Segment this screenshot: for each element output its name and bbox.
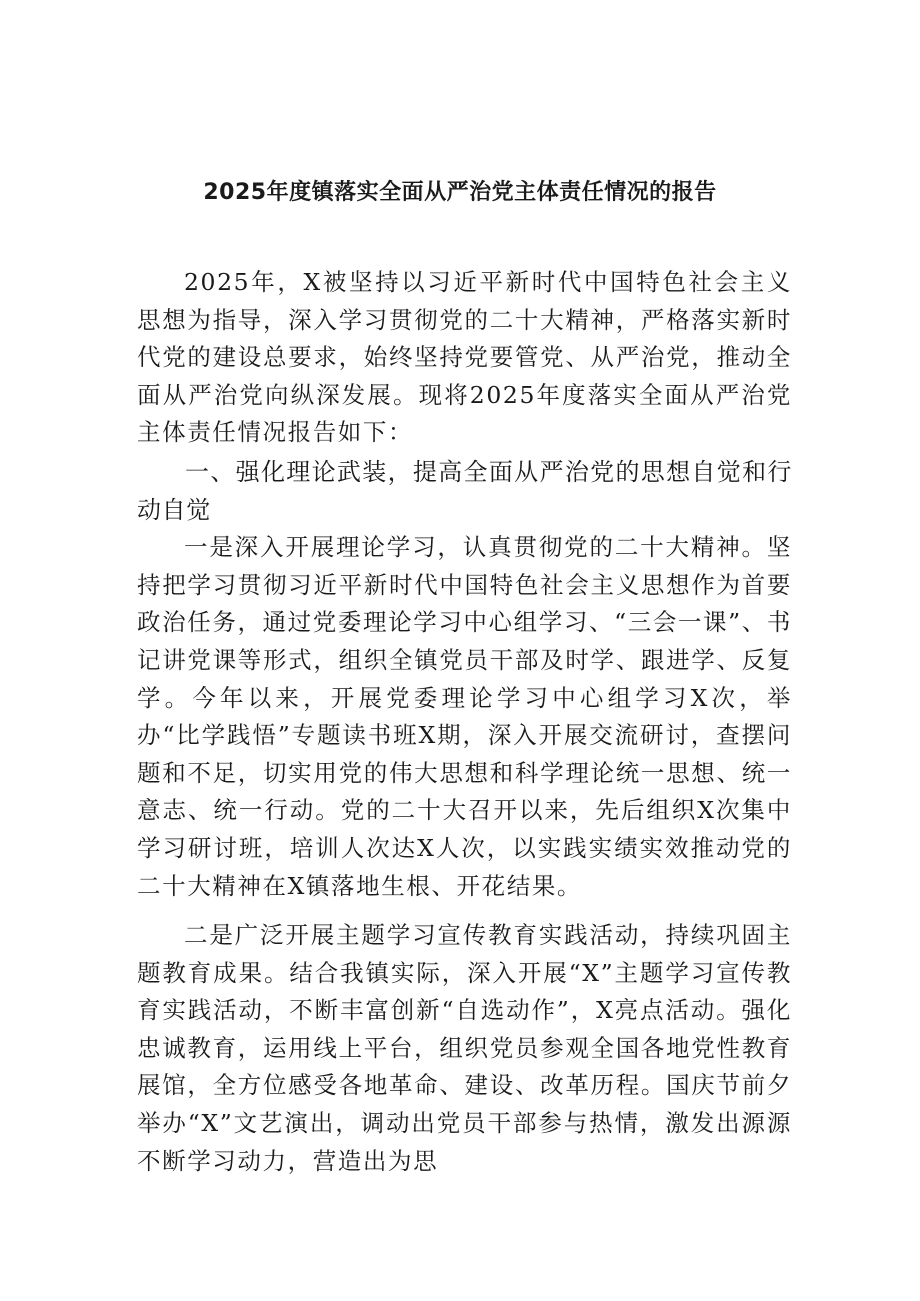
document-body [137,264,792,1180]
body-paragraph-1: 一是深入开展理论学习，认真贯彻党的二十大精神。坚持把学习贯彻习近平新时代中国特色社会主义思想作为首要政治任务，通过党委理论学习中心组学习、“三会一课”、书记讲党课等形式，组织全镇党员干部及时学、跟进学、反复学。今年以来，开展党委理论学习中心组学习X次，举办“比学践悟”专题读书班X期，深入开展交流研讨，查摆问题和不足，切实用党的伟大思想和科学理论统一思想、统一意志、统一行动。党的二十大召开以来，先后组织X次集中学习研讨班，培训人次达X人次，以实践实绩实效推动党的二十大精神在X镇落地生根、开花结果。 [137,533,792,900]
intro-paragraph: 2025年，X被坚持以习近平新时代中国特色社会主义思想为指导，深入学习贯彻党的二十大精神，严格落实新时代党的建设总要求，始终坚持党要管党、从严治党，推动全面从严治党向纵深发展。现将2025年度落实全面从严治党主体责任情况报告如下： [137,268,792,447]
body-paragraph-2: 二是广泛开展主题学习宣传教育实践活动，持续巩固主题教育成果。结合我镇实际，深入开展“X”主题学习宣传教育实践活动，不断丰富创新“自选动作”，X亮点活动。强化忠诚教育，运用线上平台，组织党员参观全国各地党性教育展馆，全方位感受各地革命、建设、改革历程。国庆节前夕举办“X”文艺演出，调动出党员干部参与热情，激发出源源不断学习动力，营造出为思 [137,921,792,1175]
section-heading-1: 一、强化理论武装，提高全面从严治党的思想自觉和行动自觉 [137,457,792,524]
document-title: 2025年度镇落实全面从严治党主体责任情况的报告 [203,180,717,205]
